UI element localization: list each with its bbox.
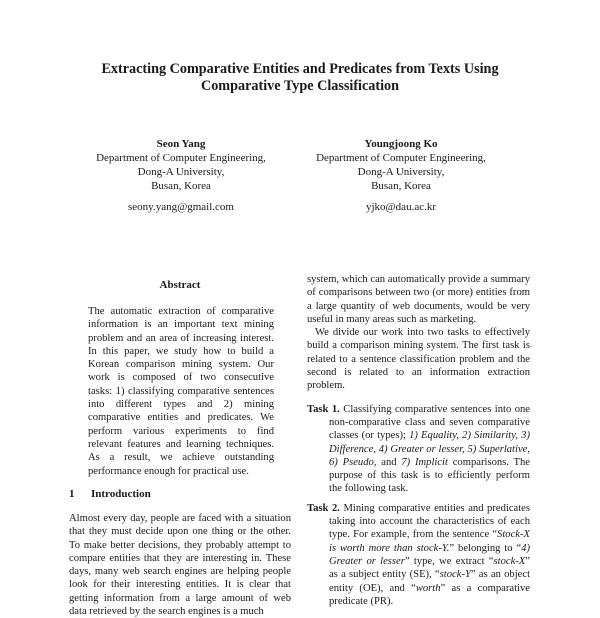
author-dept: Department of Computer Engineering, <box>316 152 486 164</box>
abstract-heading: Abstract <box>159 279 201 291</box>
author-email: seony.yang@gmail.com <box>128 201 234 213</box>
author-location: Busan, Korea <box>151 180 211 192</box>
author-name: Seon Yang <box>156 138 206 150</box>
author-dept: Department of Computer Engineering, <box>96 152 266 164</box>
paragraph-system: system, which can automatically provide a summary of comparisons between two (or more) entities from a large quantity of web documents, would be very useful in many areas such as marketing. <box>307 274 530 325</box>
right-column <box>307 273 530 608</box>
section-number: 1 <box>69 488 75 500</box>
author-block-1 <box>76 137 286 214</box>
abstract-text: The automatic extraction of comparative information is an important text mining problem and an area of increasing interest. In this paper, we study how to build a Korean comparison mining system. Our work is composed of two consecutive tasks: 1) classifying comparative sentences into different types and 2) mining comparative entities and predicates. We perform various experiments to find relevant features and learning techniques. As a result, we achieve outstanding performance enough for practical use. <box>88 306 274 477</box>
author-univ: Dong-A University, <box>137 166 225 178</box>
author-block-2 <box>296 137 506 214</box>
task-2-label: Task 2. <box>307 502 340 514</box>
author-name: Youngjoong Ko <box>364 138 438 150</box>
title-line-1: Extracting Comparative Entities and Predicates from Texts Using <box>101 61 499 77</box>
task-2: Task 2. Mining comparative entities and predicates taking into account the characteristics of each type. For example, from the sentence “Stock-X is worth more than stock-Y.” belonging to “4) Greater or lesser” type, we extract “stock-X” as a subject entity (SE), “stock-Y” as an object entity (OE), and “worth” as a comparative predicate (PR). <box>307 502 531 607</box>
author-univ: Dong-A University, <box>357 166 445 178</box>
task-1: Task 1. Classifying comparative sentences into one non-comparative class and seven comparative classes (or types); 1) Equality, 2) Similarity, 3) Difference, 4) Greater or lesser, 5) Superlative, 6) Pseudo, and 7) Implicit comparisons. The purpose of this task is to efficiently perform the following task. <box>307 403 531 495</box>
section-heading-introduction <box>69 488 151 500</box>
introduction-text: Almost every day, people are faced with a situation that they must decide upon one thing or the other. To make better decisions, they probably attempt to compare entities that they are interesting in. These days, many web search engines are helping people look for their interesting entities. It is clear that getting information from a large amount of web data retrieved by the search engines is a much <box>69 513 291 618</box>
paper-title <box>0 61 600 95</box>
author-email: yjko@dau.ac.kr <box>366 201 436 213</box>
title-line-2: Comparative Type Classification <box>200 78 400 94</box>
section-title: Introduction <box>91 488 151 500</box>
paragraph-tasks: We divide our work into two tasks to effectively build a comparison mining system. The first task is related to a sentence classification problem and the second is related to an information extraction problem. <box>307 327 530 392</box>
author-location: Busan, Korea <box>371 180 431 192</box>
task-1-label: Task 1. <box>307 403 340 415</box>
